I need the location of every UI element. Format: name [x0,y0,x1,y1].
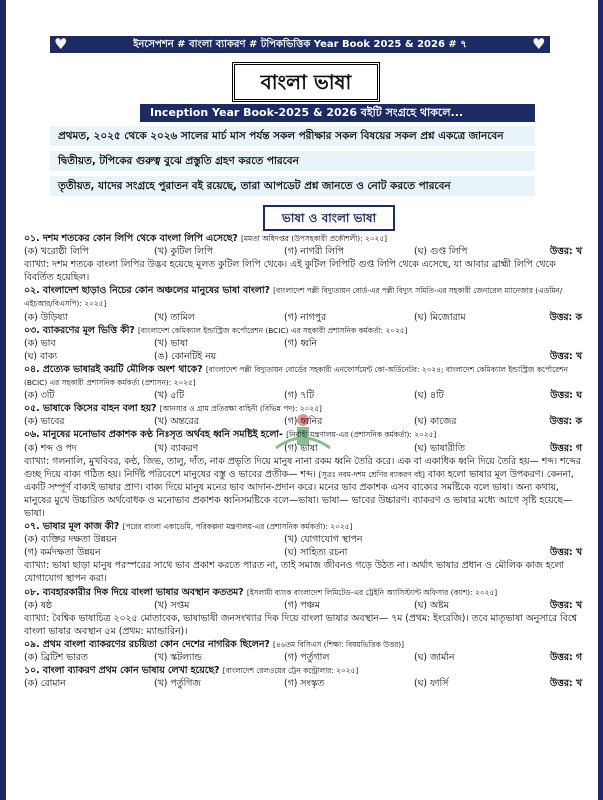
text-segment: [সূত্রঃ নবম-দশম শ্রেণির ব্যাকরণ বই] [318,469,425,479]
text-segment: (ক) ৩টি [24,390,55,402]
text-segment: (গ) ভাষা [284,442,318,454]
explanation: ব্যাখ্যা: দশম শতকে বাংলা লিপির উদ্ভব হয়েছে মূলত কুটিল লিপি থেকে। এই কুটিল লিপিটি গুপ্ত লিপি থেকে এসেছে, যা আবার ব্রাহ্মী লিপি থেকে বিবর্তিত হয়েছিল। [24,259,556,284]
text-segment: (গ) ৭টি [284,390,315,402]
text-segment: [বাংলাদেশ রেলওয়ের ট্রেন কন্ট্রোলার: ২০২৫] [222,666,359,676]
question-item [24,638,582,651]
text-segment: ০৬. [24,429,40,441]
text-segment: [পরের বাংলা একাডেমি, পরিকল্পনা মন্ত্রণালয়-এর (প্রশাসনিক কর্মকর্তা): ২০২৫] [122,522,353,532]
answer-label: উত্তর: খ [549,599,582,611]
text-segment: (ঘ) জার্মান [414,652,455,663]
text-segment: [আনসার ও গ্রাম প্রতিরক্ষা বাহিনী (বিভিন্ন পদ): ২০২৫] [159,404,322,414]
question-item [24,232,582,245]
option-row [24,311,582,324]
option-row [24,350,582,363]
text-segment: ০১. [24,233,40,244]
heart-icon: ♥ [532,35,546,53]
text-segment: (ক) রোমান [24,678,66,690]
text-segment: ০৭. [24,521,40,533]
question-item [24,363,582,389]
text-segment: ব্যবহারকারীর দিক দিয়ে বাংলা ভাষার অবস্থান কততম? [42,586,244,598]
answer-label: উত্তর: গ [549,652,582,663]
promo-line-2: দ্বিতীয়ত, টপিকের গুরুত্ব বুঝে প্রস্তুতি গ্রহণ করতে পারবেন [50,151,535,171]
text-segment: বাংলা ব্যাকরণ প্রথম কোন ভাষায় লেখা হয়েছে? [42,665,220,677]
text-segment: (ঘ) মিজোরাম [414,311,466,323]
text-segment: ০৩. [24,324,40,336]
question-item [24,428,582,441]
question-item [24,402,582,415]
text-segment: বাক্য হলো ভাষার মূল উপকরণ। কেননা, একটি সম্পূর্ণ বাক্যই ভাষার প্রাণ। বাক্য দিয়ে মানুষ মনের ভাব আদান-প্রদান করে। মনের ভাব প্রকাশক এসব বাক্যের সমষ্টিকে বলে ভাষা। অন্য কথায়, মানুষের মুখে উচ্চারিত অর্থবোধক ও মনোভাব প্রকাশক ধ্বনিসমষ্টিকে বলে—ভাষা। ভাষা— ভাবের উচ্চারণ। ব্যাকরণ ও ভাষার মধ্যে আগে সৃষ্টি হয়েছে— ভাষা। [24,468,574,519]
explanation [24,455,582,520]
answer-label: উত্তর: খ [549,678,582,690]
text-segment: [৪৬তম বিসিএস (শিক্ষা: বিষয়ভিত্তিক উত্তর)] [273,639,405,649]
text-segment: (খ) যোগাযোগ স্থাপন [284,534,363,546]
text-segment: (খ) তামিল [154,311,195,323]
question-list [24,232,582,690]
text-segment: ০৮. [24,586,40,598]
text-segment: (ক) ভাবের [24,416,65,428]
promo-line-1: প্রথমত, ২০২৫ থেকে ২০২৬ সালের মার্চ মাস পর্যন্ত সকল পরীক্ষার সকল বিষয়ের সকল প্রশ্ন একত্রে জানবেন [50,126,535,146]
question-item [24,324,582,337]
question-item [24,520,582,533]
text-segment: [বাংলাদেশ কেমিক্যাল ইন্ডাস্ট্রিজ কর্পোরেশন (BCIC) এর সহকারী প্রশাসনিক কর্মকর্তা: ২০২৫] [138,325,408,335]
text-segment: (ক) ভাব [24,337,56,349]
answer-label: উত্তর: গ [549,442,582,454]
explanation: ব্যাখ্যা: বৈশ্বিক ভাষাচিত্র ২০২৫ মোতাবেক, ভাষাভাষী জনসংখ্যার দিক দিয়ে বাংলা ভাষার অবস্থান— ৭ম (প্রথম: ইংরেজি)। তবে মাতৃভাষা অনুসারে বিশ্বে বাংলা ভাষার অবস্থান ৫ম (প্রথম: ম্যান্ডারিন)। [24,612,577,637]
text-segment: ০৯. [24,638,40,650]
text-segment: ০৪. [24,363,40,375]
text-segment: ব্যাকরণের মূল ভিত্তি কী? [42,324,135,336]
running-header: ইনসেপশন # বাংলা ব্যাকরণ # টপিকভিত্তিক Year Book 2025 & 2026 # ৭ [50,36,550,53]
section-title: ভাষা ও বাংলা ভাষা [263,205,395,231]
left-edge-strip [0,0,6,800]
text-segment: (খ) অন্তরের [154,416,199,428]
option-row [24,415,582,428]
text-segment: (ঘ) ৪টি [414,390,444,402]
text-segment: (ঙ) কোনটিই নয় [154,350,217,362]
text-segment: (ঘ) ভাষারীতি [414,442,465,454]
text-segment: ০২. [24,285,40,297]
text-segment: (খ) ৫টি [154,390,185,402]
text-segment: (গ) নাগরী লিপি [284,246,344,258]
text-segment: ১০. [24,665,40,677]
text-segment: (ঘ) অষ্টম [414,599,449,611]
text-segment: বাংলাদেশ ছাড়াও নিচের কোন অঞ্চলের মানুষের ভাষা বাংলা? [42,285,270,297]
answer-label: উত্তর: ক [549,311,582,323]
text-segment: প্রথম বাংলা ব্যাকরণের রচয়িতা কোন দেশের নাগরিক ছিলেন? [42,638,270,650]
text-segment: (গ) ধ্বনি [284,337,318,349]
text-segment: [মমতা অধিদপ্তর (উপসহকারী প্রকৌশলী): ২০২৫] [241,234,388,243]
text-segment: (ঘ) সাহিত্য রচনা [284,547,348,559]
text-segment: (গ) পর্তুগাল [284,652,330,663]
answer-label: উত্তর: ক [549,416,582,428]
text-segment: (ঘ) বাক্য [24,350,58,362]
text-segment: (ঘ) ফার্সি [414,678,449,690]
text-segment: (ক) ব্রিটিশ ভারত [24,652,88,663]
text-segment: দশম শতকের কোন লিপি থেকে বাংলা লিপি এসেছে? [42,233,238,244]
option-row [24,599,582,612]
answer-label: উত্তর: খ [549,246,582,258]
text-segment: (ক) শব্দ ও পদ [24,442,77,454]
option-row [24,546,582,559]
text-segment: (ক) উড়িষ্যা [24,311,68,323]
question-item [24,664,582,677]
text-segment: (গ) সংস্কৃত [284,678,325,690]
question-item [24,586,582,599]
question-item [24,284,582,310]
chapter-title: বাংলা ভাষা [232,62,380,102]
promo-line-3: তৃতীয়ত, যাদের সংগ্রহে পুরাতন বই রয়েছে, তারা আপডেট প্রশ্ন জানতে ও নোট করতে পারবেন [50,176,535,196]
text-segment: (খ) পর্তুগিজ [154,678,201,690]
text-segment: (ঘ) গুপ্ত লিপি [414,246,468,258]
option-row [24,245,582,258]
text-segment: (গ) নাগপুর [284,311,327,323]
text-segment: (ক) ব্যক্তির দক্ষতা উন্নয়ন [24,534,117,546]
text-segment: ভাষার মূল কাজ কী? [42,521,120,533]
text-segment: (গ) পঞ্চম [284,599,320,611]
text-segment: [নির্বাহী মন্ত্রণালয়-এর (প্রশাসনিক কর্মকর্তা): ২০২৫] [286,430,437,440]
answer-label: উত্তর: খ [549,350,582,362]
text-segment: (খ) কুটিল লিপি [154,246,213,258]
text-segment: (খ) ভাষা [154,337,188,349]
text-segment: (ক) ষষ্ঠ [24,599,52,611]
option-row [24,389,582,402]
text-segment: (ক) খরোষ্ঠী লিপি [24,246,89,258]
text-segment: (গ) ধ্বনির [284,416,323,428]
text-segment: (ঘ) কাজের [414,416,457,428]
text-segment: ব্যাখ্যা: গলনালি, মুখবিবর, কণ্ঠ, জিভ, তালু, দাঁত, নাক প্রভৃতি দিয়ে মানুষ নানা রকম ধ্বনি তৈরি করে। এক বা একাধিক ধ্বনি দিয়ে তৈরি হয়— শব্দ। শব্দের গুচ্ছ দিয়ে বাক্য গঠিত হয়। নির্দিষ্ট পরিবেশে মানুষের বস্তু ও ভাবের প্রতীক— শব্দ। [24,455,581,480]
text-segment: মানুষের মনোভাব প্রকাশক কণ্ঠ নিঃসৃত অর্থবহ ধ্বনি সমষ্টিই হলো- [42,429,283,441]
text-segment: ভাষাকে কিসের বাহন বলা হয়? [42,403,157,415]
yearbook-banner: Inception Year Book-2025 & 2026 বইটি সংগ্রহে থাকলে... [140,104,535,122]
explanation: ব্যাখ্যা: ভাষা ছাড়া মানুষ পরস্পরের সাথে ভাব প্রকাশ করতে পারত না, তাই সমাজ জীবনও গড়ে উঠত না। অর্থাৎ ভাষার প্রধান ও মৌলিক কাজ হলো যোগাযোগ স্থাপন করা। [24,560,565,585]
option-row [24,677,582,690]
text-segment: (খ) ব্যাকরণ [154,442,199,454]
answer-label: উত্তর: খ [549,547,582,559]
text-segment: [বাংলাদেশ পল্লী বিদ্যুতায়ন বোর্ডের সহকারী এনফোর্সমেন্ট কো-অর্ডিনেটর: ২০২৪; বাংলাদেশ কেমিক্যাল ইন্ডাস্ট্রিজ কর্পোরেশন (BCIC) এর সহকারী প্রশাসনিক কর্মকর্তা (প্রশাসন): ২০২৫] [24,364,568,388]
text-segment: (খ) স্কটল্যান্ড [154,652,202,663]
text-segment: [বাংলাদেশ পল্লী বিদ্যুতায়ন বোর্ড-এর পল্লী বিদ্যুৎ সমিতি-এর সহকারী জেনারেল ম্যানেজার (এডমিন/এইচআর/বিএসপি): ২০২৫] [24,286,563,309]
heart-icon: ♥ [54,35,68,53]
text-segment: প্রত্যেক ভাষারই কয়টি মৌলিক অংশ থাকে? [42,363,203,375]
text-segment: [ইসলামী ব্যাংক বাংলাদেশ লিমিটেড-এর ট্রেইনি অ্যাসিস্ট্যান্ট অফিসার (ক্যাশ): ২০২৫] [246,587,498,597]
answer-label: উত্তর: ঘ [550,390,582,402]
option-row [24,533,582,546]
text-segment: (খ) সপ্তম [154,599,190,611]
text-segment: (গ) কর্মদক্ষতা উন্নয়ন [24,547,101,559]
text-segment: ০৫. [24,403,40,415]
option-row [24,337,582,350]
right-edge-strip [598,0,603,800]
option-row [24,442,582,455]
option-row [24,651,582,664]
